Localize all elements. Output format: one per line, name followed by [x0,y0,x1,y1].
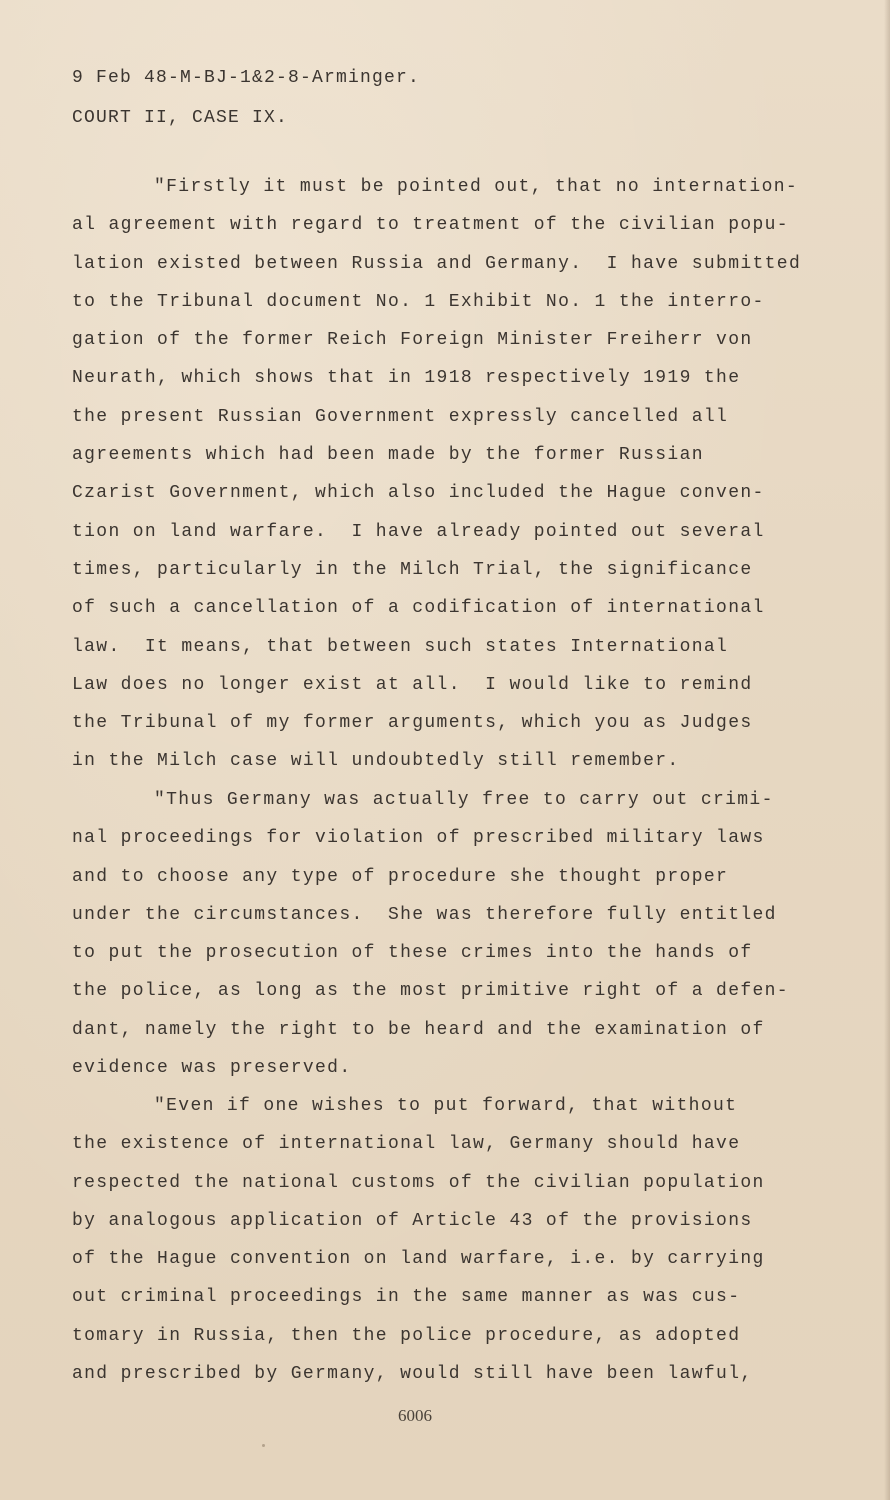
text-line: nal proceedings for violation of prescribed military laws [72,828,765,849]
page-edge-shadow [884,0,890,1500]
paragraph-1 [72,168,802,781]
text-line: and to choose any type of procedure she thought proper [72,866,729,887]
text-line: Law does no longer exist at all. I would like to remind [72,674,753,695]
text-line: of the Hague convention on land warfare, i.e. by carrying [72,1249,765,1270]
text-line: by analogous application of Article 43 of the provisions [72,1210,753,1231]
text-line: gation of the former Reich Foreign Minister Freiherr von [72,330,753,351]
text-line: the present Russian Government expressly cancelled all [72,406,729,427]
text-line: and prescribed by Germany, would still have been lawful, [72,1364,753,1385]
text-line: tion on land warfare. I have already pointed out several [72,521,765,542]
text-line: dant, namely the right to be heard and the examination of [72,1019,765,1040]
text-line: tomary in Russia, then the police procedure, as adopted [72,1325,741,1346]
text-line: "Thus Germany was actually free to carry out crimi- [154,790,774,810]
text-line: times, particularly in the Milch Trial, the significance [72,559,753,580]
paragraph-2 [72,781,792,1087]
text-line: respected the national customs of the civilian population [72,1172,765,1193]
text-line: lation existed between Russia and Germany. I have submitted [72,253,802,274]
text-line: "Even if one wishes to put forward, that without [154,1096,738,1116]
text-line: of such a cancellation of a codification of international [72,598,765,619]
text-line: al agreement with regard to treatment of the civilian popu- [72,215,789,236]
text-line: law. It means, that between such states International [72,636,729,657]
text-line: the existence of international law, Germany should have [72,1134,741,1155]
text-line: to put the prosecution of these crimes into the hands of [72,943,753,964]
paper-speck [262,1444,265,1447]
text-line: to the Tribunal document No. 1 Exhibit No. 1 the interro- [72,291,765,312]
text-line: Czarist Government, which also included the Hague conven- [72,483,765,504]
text-line: evidence was preserved. [72,1058,352,1079]
text-line: "Firstly it must be pointed out, that no internation- [154,177,799,197]
text-line: under the circumstances. She was therefore fully entitled [72,904,777,925]
text-line: the Tribunal of my former arguments, which you as Judges [72,713,753,734]
page-number: 6006 [398,1406,432,1425]
text-line: the police, as long as the most primitive right of a defen- [72,981,789,1002]
header-reference-line: 9 Feb 48-M-BJ-1&2-8-Arminger. [72,68,421,88]
paragraph-3 [72,1087,792,1393]
text-line: out criminal proceedings in the same manner as was cus- [72,1287,741,1308]
header-court-case: COURT II, CASE IX. [72,108,289,128]
text-line: agreements which had been made by the former Russian [72,445,704,466]
text-line: Neurath, which shows that in 1918 respectively 1919 the [72,368,741,389]
text-line: in the Milch case will undoubtedly still remember. [72,751,680,772]
